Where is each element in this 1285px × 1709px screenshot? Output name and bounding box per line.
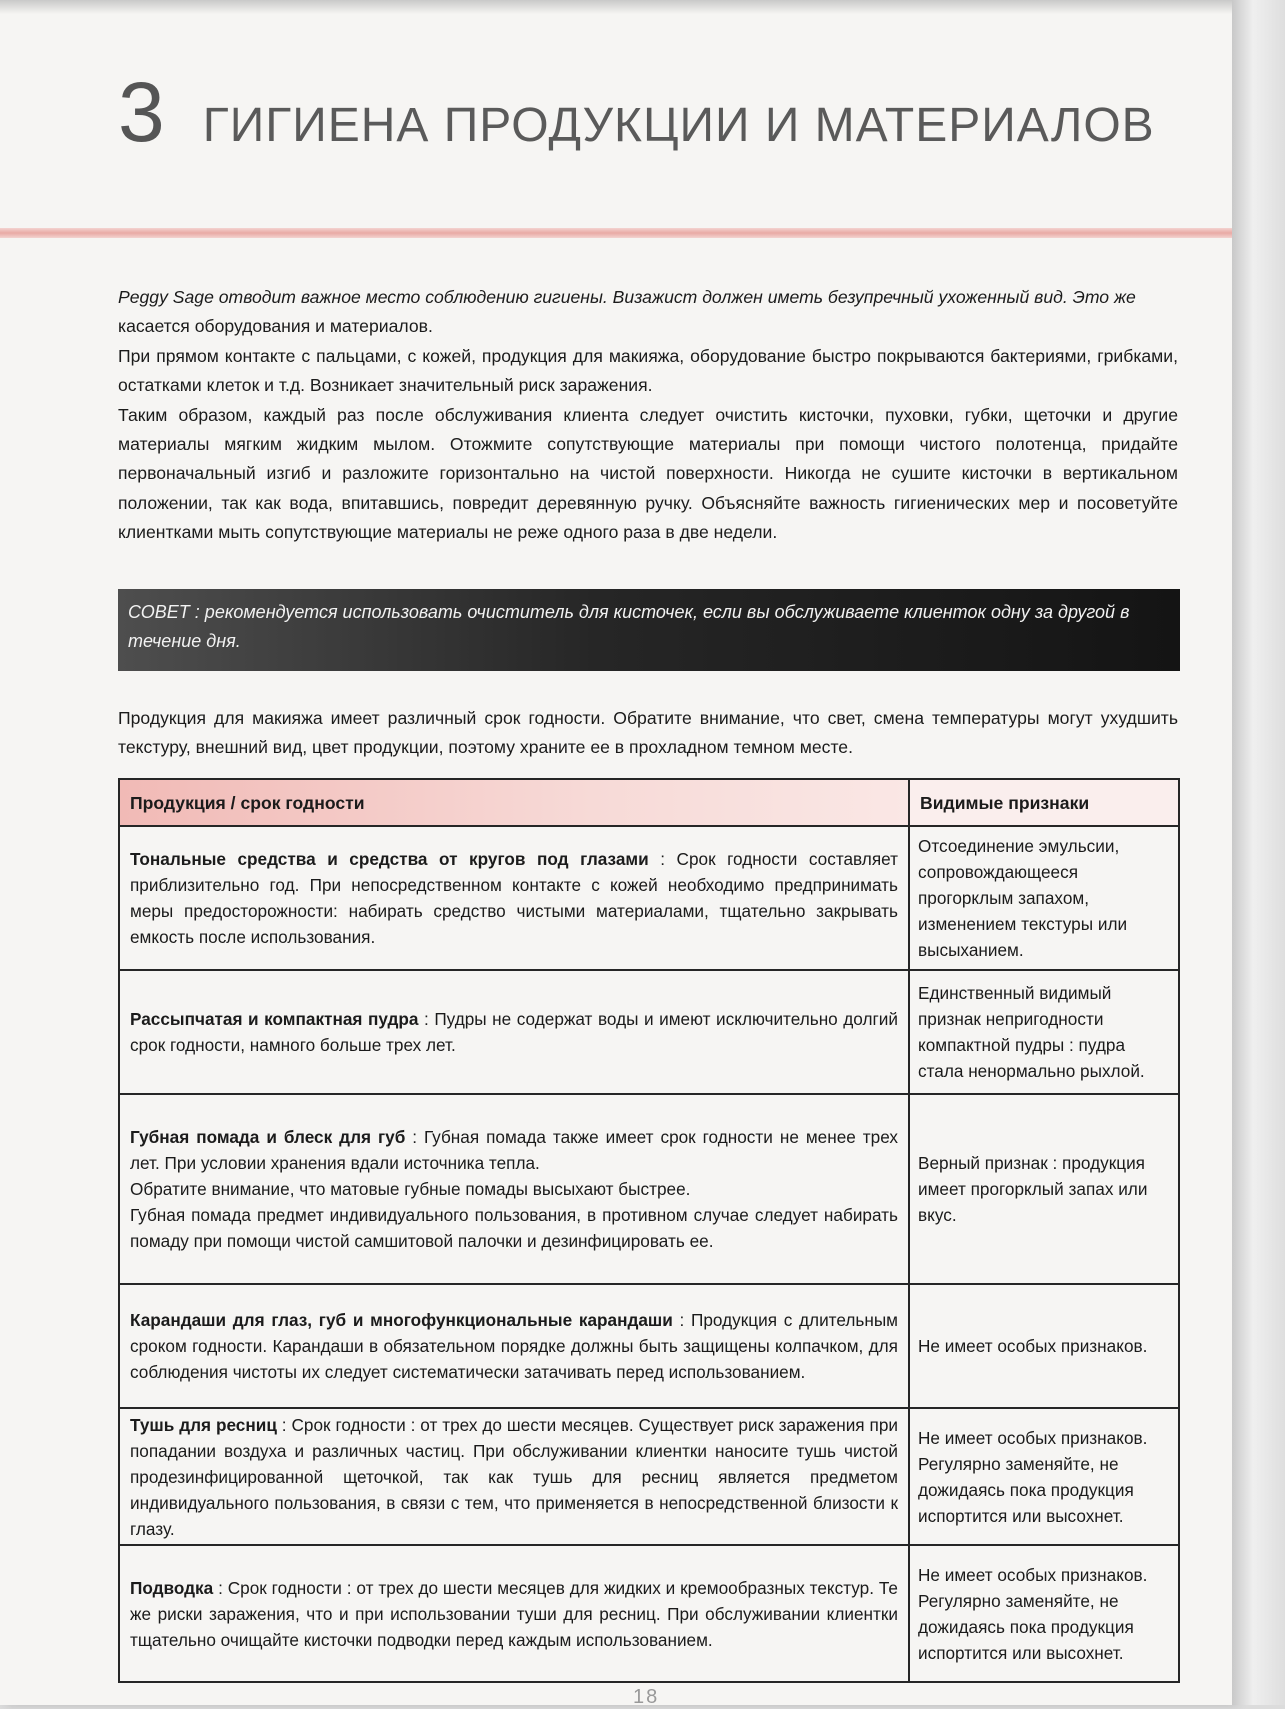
book-spine — [1232, 0, 1285, 1705]
product-name: Тушь для ресниц — [130, 1414, 277, 1435]
table-row — [119, 1094, 1179, 1284]
product-name: Тональные средства и средства от кругов под глазами — [130, 849, 649, 869]
table-row — [119, 1284, 1179, 1408]
product-cell — [119, 1545, 909, 1682]
intro-lead: Peggy Sage отводит важное место соблюдению гигиены. Визажист должен иметь безупречный ухоженный вид. Это же — [118, 287, 1136, 307]
chapter-number: 3 — [118, 65, 165, 159]
signs-cell: Отсоединение эмульсии, сопровождающееся прогорклым запахом, изменением текстуры или высыханием. — [909, 826, 1179, 970]
signs-cell: Не имеет особых признаков. Регулярно заменяйте, не дожидаясь пока продукция испортится или высохнет. — [909, 1545, 1179, 1682]
product-text: : Продукция с длительным сроком годности. Карандаши в обязательном порядке должны быть защищены колпачком, для соблюдения чистоты их следует систематически затачивать перед использованием. — [130, 1310, 898, 1382]
table-header-row — [119, 779, 1179, 826]
intro-paragraph-2: При прямом контакте с пальцами, с кожей, продукция для макияжа, оборудование быстро покрываются бактериями, грибками, остатками клеток и т.д. Возникает значительный риск заражения. — [118, 345, 1178, 396]
table-row — [119, 970, 1179, 1094]
signs-cell: Не имеет особых признаков. — [909, 1284, 1179, 1408]
signs-cell: Верный признак : продукция имеет прогорклый запах или вкус. — [909, 1094, 1179, 1284]
shelf-life-table — [118, 778, 1180, 1683]
product-text-2: Обратите внимание, что матовые губные помады высыхают быстрее. — [130, 1179, 691, 1199]
chapter-header — [118, 65, 1155, 159]
signs-cell: Не имеет особых признаков. Регулярно заменяйте, не дожидаясь пока продукция испортится или высохнет. — [909, 1408, 1179, 1545]
scan-shadow — [0, 0, 1232, 14]
signs-cell: Единственный видимый признак непригодности компактной пудры : пудра стала ненормально рыхлой. — [909, 970, 1179, 1094]
shelf-life-paragraph: Продукция для макияжа имеет различный срок годности. Обратите внимание, что свет, смена температуры могут ухудшить текстуру, внешний вид, цвет продукции, поэтому храните ее в прохладном темном месте. — [118, 708, 1178, 758]
table-row — [119, 1545, 1179, 1682]
header-signs: Видимые признаки — [909, 779, 1179, 826]
product-cell — [119, 970, 909, 1094]
product-text: : Срок годности составляет приблизительно год. При непосредственном контакте с кожей необходимо предпринимать меры предосторожности: набирать средство чистыми материалами, тщательно закрывать емкость после использования. — [130, 849, 898, 947]
chapter-title: ГИГИЕНА ПРОДУКЦИИ И МАТЕРИАЛОВ — [202, 99, 1155, 152]
intro-paragraph-3: Таким образом, каждый раз после обслуживания клиента следует очистить кисточки, пуховки, губки, щеточки и другие материалы мягким жидким мылом. Отожмите сопутствующие материалы при помощи чистого полотенца, придайте первоначальный изгиб и разложите горизонтально на чистой поверхности. Никогда не сушите кисточки в вертикальном положении, так как вода, впитавшись, повредит деревянную ручку. Объясняйте важность гигиенических мер и посоветуйте клиентками мыть сопутствующие материалы не реже одного раза в две недели. — [118, 404, 1178, 543]
product-text: : Пудры не содержат воды и имеют исключительно долгий срок годности, намного больше трех лет. — [130, 1009, 898, 1055]
intro-lead-rest: касается оборудования и материалов. — [118, 316, 433, 337]
header-product: Продукция / срок годности — [119, 779, 909, 826]
intro-section — [118, 283, 1178, 548]
product-name: Губная помада и блеск для губ — [130, 1127, 406, 1147]
product-text: : Срок годности : от трех до шести месяцев. Существует риск заражения при попадании воздуха и различных частиц. При обслуживании клиентки наносите тушь чистой продезинфицированной щеточкой, так как тушь для ресниц является предметом индивидуального пользования, в связи с тем, что применяется в непосредственной близости к глазу. — [130, 1414, 898, 1539]
page-number: 18 — [633, 1686, 660, 1708]
header-divider — [0, 228, 1232, 238]
product-cell — [119, 1408, 909, 1545]
product-cell — [119, 1284, 909, 1408]
product-cell — [119, 1094, 909, 1284]
table-row — [119, 1408, 1179, 1545]
product-name: Подводка — [130, 1577, 214, 1598]
advice-box: СОВЕТ : рекомендуется использовать очиститель для кисточек, если вы обслуживаете клиенток одну за другой в течение дня. — [118, 589, 1180, 671]
table-row — [119, 826, 1179, 970]
product-text: : Срок годности : от трех до шести месяцев для жидких и кремообразных текстур. Те же риски заражения, что и при использовании туши для ресниц. При обслуживании клиентки тщательно очищайте кисточки подводки перед каждым использованием. — [130, 1577, 898, 1650]
product-name: Карандаши для глаз, губ и многофункциональные карандаши — [130, 1310, 673, 1330]
product-name: Рассыпчатая и компактная пудра — [130, 1009, 419, 1029]
product-text-3: Губная помада предмет индивидуального пользования, в противном случае следует набирать помаду при помощи чистой самшитовой палочки и дезинфицировать ее. — [130, 1205, 898, 1251]
intro-paragraph-1 — [118, 283, 1178, 342]
product-cell — [119, 826, 909, 970]
product-text: : Губная помада также имеет срок годности не менее трех лет. При условии хранения вдали источника тепла. — [130, 1127, 898, 1173]
